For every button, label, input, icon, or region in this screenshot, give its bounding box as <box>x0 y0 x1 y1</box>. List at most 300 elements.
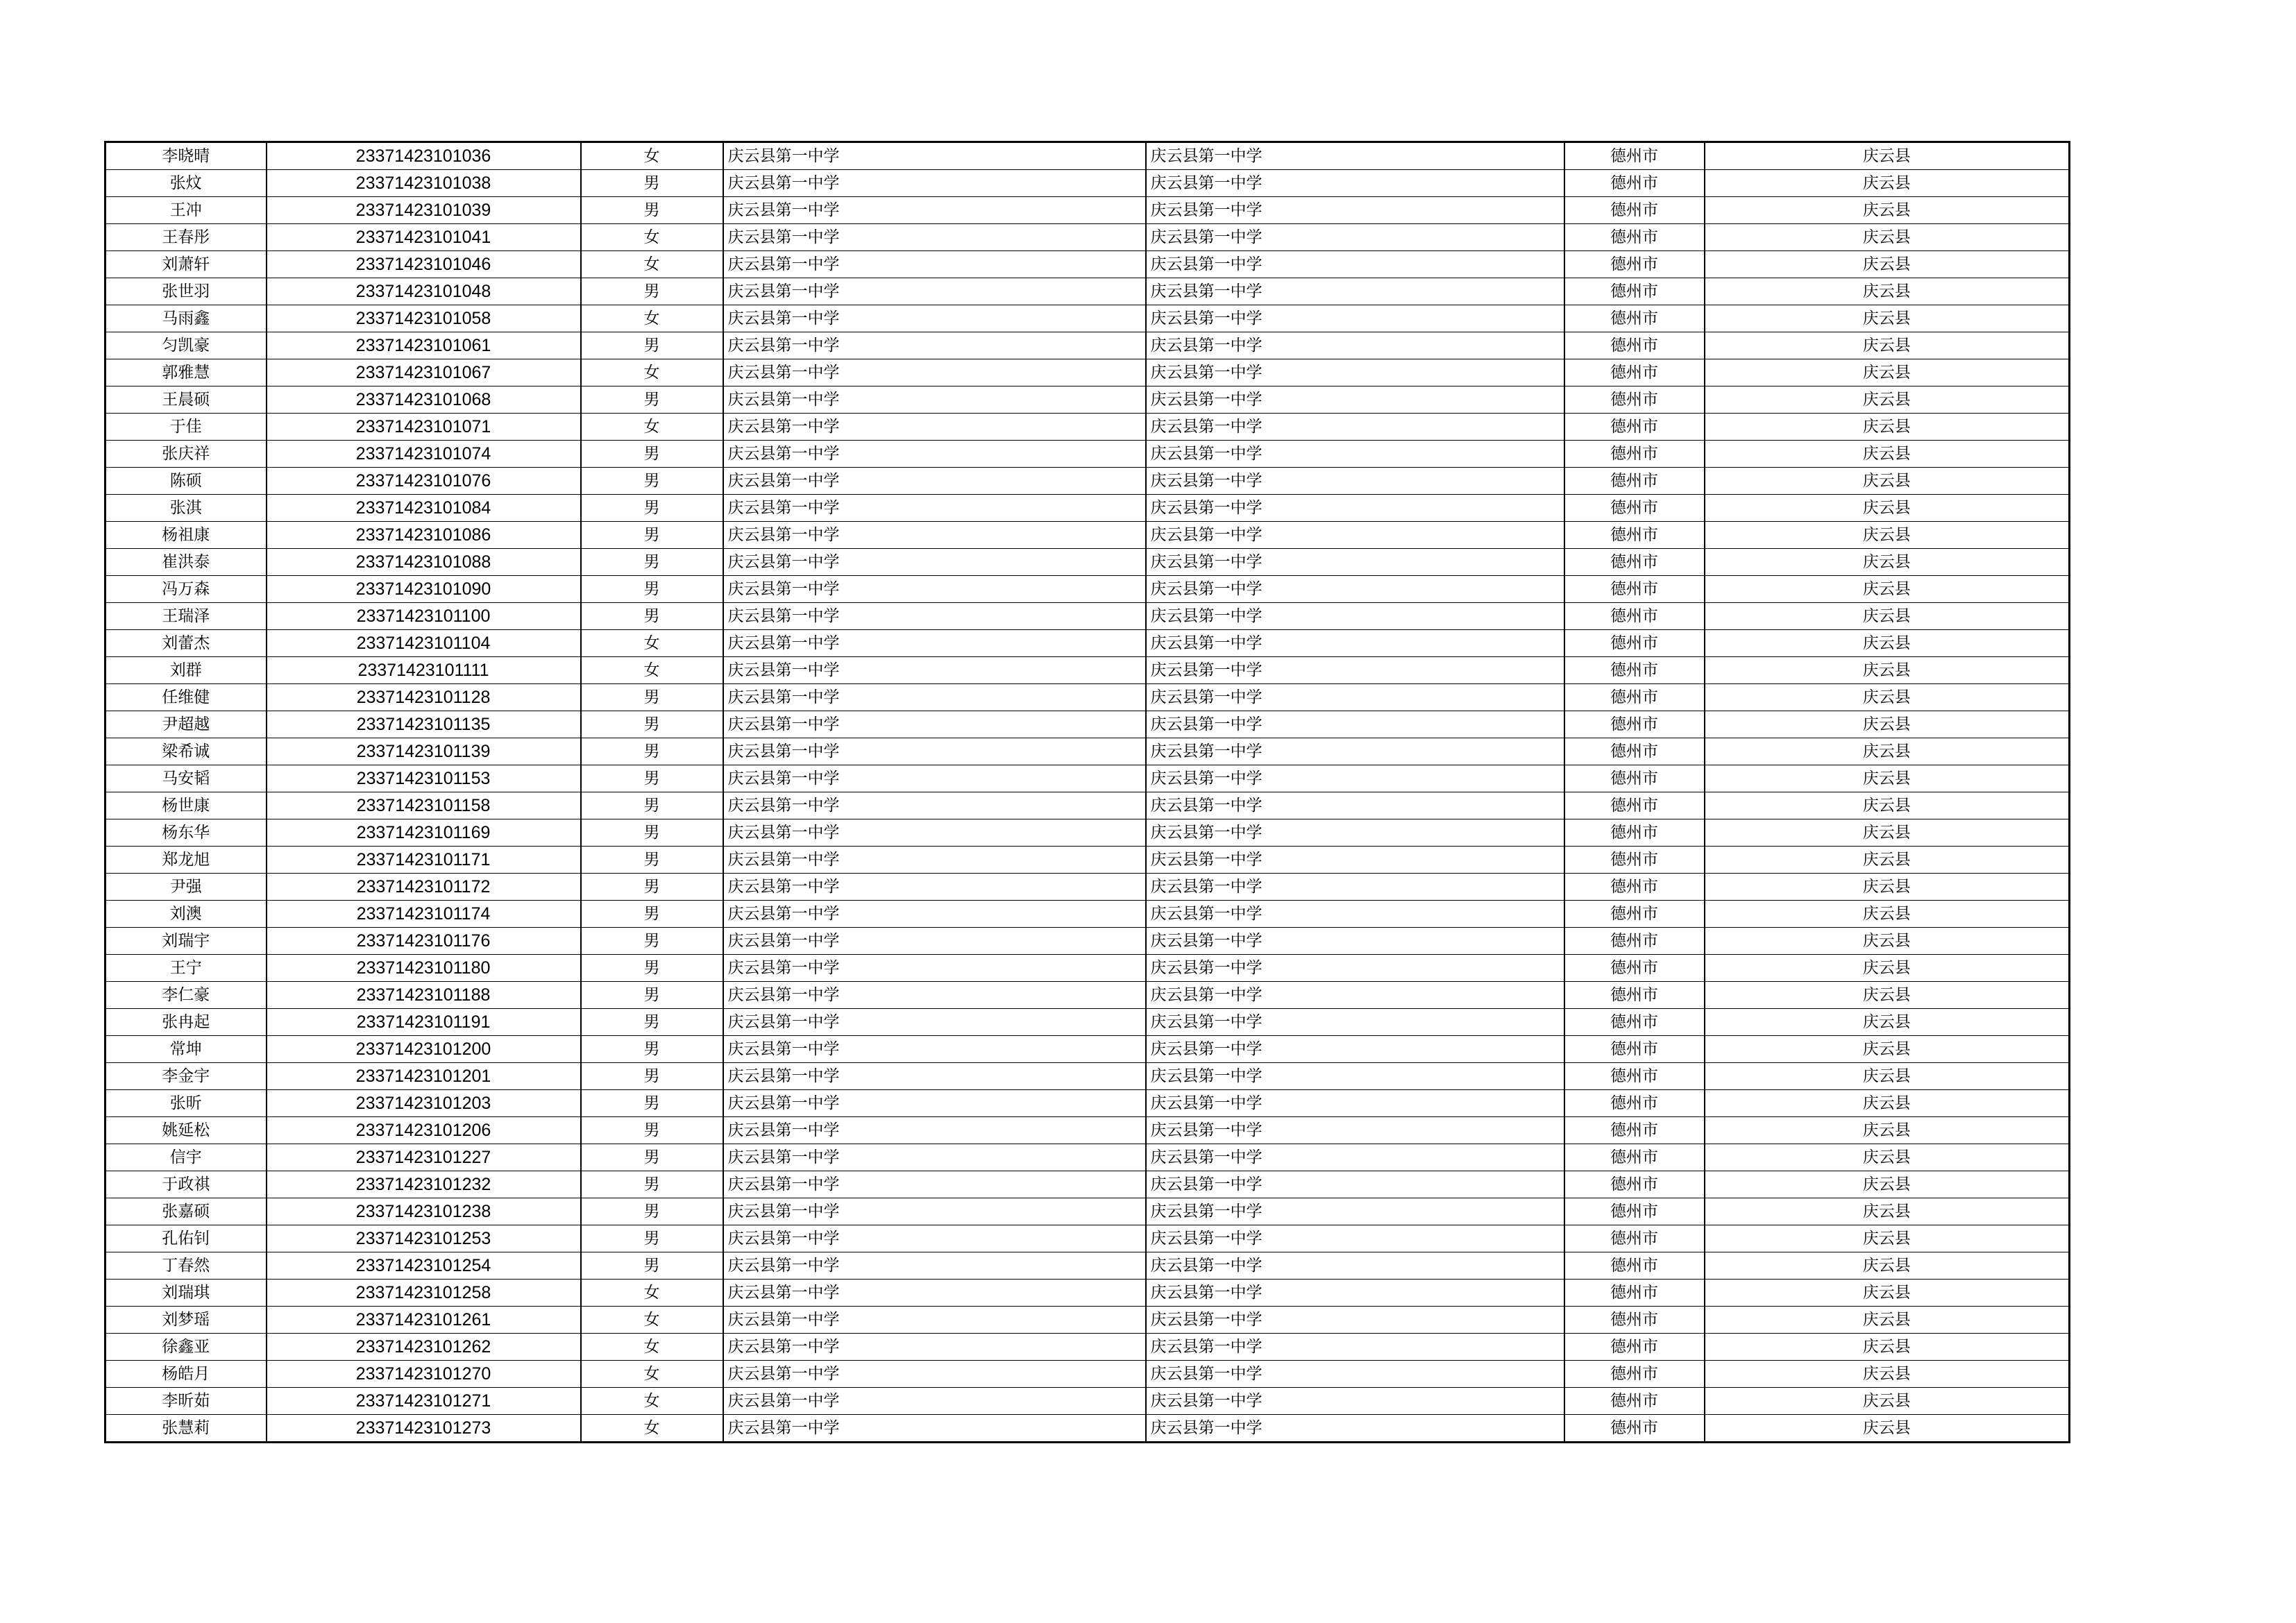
school-cell: 庆云县第一中学 <box>723 414 1146 441</box>
exam-number-cell: 23371423101104 <box>267 630 581 657</box>
school-cell: 庆云县第一中学 <box>723 522 1146 549</box>
county-cell: 庆云县 <box>1705 901 2070 928</box>
gender-cell: 男 <box>581 1144 723 1171</box>
school-cell: 庆云县第一中学 <box>723 1036 1146 1063</box>
table-row <box>105 1415 2070 1443</box>
county-cell: 庆云县 <box>1705 1280 2070 1307</box>
county-cell: 庆云县 <box>1705 332 2070 359</box>
exam-school-cell: 庆云县第一中学 <box>1146 1361 1564 1388</box>
county-cell: 庆云县 <box>1705 1252 2070 1280</box>
city-cell: 德州市 <box>1564 576 1705 603</box>
exam-number-cell: 23371423101074 <box>267 441 581 468</box>
city-cell: 德州市 <box>1564 1388 1705 1415</box>
city-cell: 德州市 <box>1564 1415 1705 1443</box>
school-cell: 庆云县第一中学 <box>723 359 1146 386</box>
student-name-cell: 李仁豪 <box>105 982 267 1009</box>
table-row <box>105 819 2070 847</box>
table-row <box>105 603 2070 630</box>
gender-cell: 女 <box>581 1388 723 1415</box>
exam-school-cell: 庆云县第一中学 <box>1146 332 1564 359</box>
exam-number-cell: 23371423101227 <box>267 1144 581 1171</box>
student-name-cell: 王晨硕 <box>105 386 267 414</box>
county-cell: 庆云县 <box>1705 1225 2070 1252</box>
exam-school-cell: 庆云县第一中学 <box>1146 684 1564 711</box>
county-cell: 庆云县 <box>1705 1117 2070 1144</box>
student-name-cell: 王春彤 <box>105 224 267 251</box>
exam-school-cell: 庆云县第一中学 <box>1146 1144 1564 1171</box>
table-row <box>105 414 2070 441</box>
city-cell: 德州市 <box>1564 847 1705 874</box>
county-cell: 庆云县 <box>1705 1388 2070 1415</box>
student-name-cell: 常坤 <box>105 1036 267 1063</box>
city-cell: 德州市 <box>1564 441 1705 468</box>
school-cell: 庆云县第一中学 <box>723 603 1146 630</box>
student-name-cell: 郑龙旭 <box>105 847 267 874</box>
school-cell: 庆云县第一中学 <box>723 657 1146 684</box>
school-cell: 庆云县第一中学 <box>723 386 1146 414</box>
gender-cell: 女 <box>581 224 723 251</box>
county-cell: 庆云县 <box>1705 1415 2070 1443</box>
county-cell: 庆云县 <box>1705 657 2070 684</box>
school-cell: 庆云县第一中学 <box>723 1252 1146 1280</box>
city-cell: 德州市 <box>1564 142 1705 170</box>
county-cell: 庆云县 <box>1705 1063 2070 1090</box>
school-cell: 庆云县第一中学 <box>723 711 1146 738</box>
exam-number-cell: 23371423101100 <box>267 603 581 630</box>
table-row <box>105 1334 2070 1361</box>
county-cell: 庆云县 <box>1705 738 2070 765</box>
exam-school-cell: 庆云县第一中学 <box>1146 1415 1564 1443</box>
student-name-cell: 尹强 <box>105 874 267 901</box>
student-name-cell: 王冲 <box>105 197 267 224</box>
student-name-cell: 李昕茹 <box>105 1388 267 1415</box>
table-row <box>105 738 2070 765</box>
county-cell: 庆云县 <box>1705 305 2070 332</box>
exam-school-cell: 庆云县第一中学 <box>1146 142 1564 170</box>
gender-cell: 女 <box>581 657 723 684</box>
exam-number-cell: 23371423101111 <box>267 657 581 684</box>
gender-cell: 女 <box>581 142 723 170</box>
city-cell: 德州市 <box>1564 1036 1705 1063</box>
city-cell: 德州市 <box>1564 1334 1705 1361</box>
exam-number-cell: 23371423101048 <box>267 278 581 305</box>
table-row <box>105 792 2070 819</box>
table-row <box>105 576 2070 603</box>
gender-cell: 男 <box>581 1198 723 1225</box>
gender-cell: 女 <box>581 1415 723 1443</box>
exam-number-cell: 23371423101171 <box>267 847 581 874</box>
gender-cell: 女 <box>581 1334 723 1361</box>
gender-cell: 男 <box>581 1036 723 1063</box>
county-cell: 庆云县 <box>1705 982 2070 1009</box>
city-cell: 德州市 <box>1564 874 1705 901</box>
city-cell: 德州市 <box>1564 1307 1705 1334</box>
county-cell: 庆云县 <box>1705 792 2070 819</box>
exam-school-cell: 庆云县第一中学 <box>1146 765 1564 792</box>
city-cell: 德州市 <box>1564 1090 1705 1117</box>
gender-cell: 男 <box>581 576 723 603</box>
city-cell: 德州市 <box>1564 1280 1705 1307</box>
student-name-cell: 孔佑钊 <box>105 1225 267 1252</box>
gender-cell: 女 <box>581 251 723 278</box>
exam-school-cell: 庆云县第一中学 <box>1146 1009 1564 1036</box>
county-cell: 庆云县 <box>1705 1171 2070 1198</box>
gender-cell: 男 <box>581 1171 723 1198</box>
student-name-cell: 杨祖康 <box>105 522 267 549</box>
gender-cell: 男 <box>581 549 723 576</box>
table-row <box>105 1252 2070 1280</box>
city-cell: 德州市 <box>1564 955 1705 982</box>
gender-cell: 男 <box>581 1117 723 1144</box>
school-cell: 庆云县第一中学 <box>723 874 1146 901</box>
student-name-cell: 李金宇 <box>105 1063 267 1090</box>
county-cell: 庆云县 <box>1705 847 2070 874</box>
student-name-cell: 刘群 <box>105 657 267 684</box>
exam-number-cell: 23371423101128 <box>267 684 581 711</box>
exam-number-cell: 23371423101041 <box>267 224 581 251</box>
school-cell: 庆云县第一中学 <box>723 170 1146 197</box>
table-row <box>105 386 2070 414</box>
exam-number-cell: 23371423101036 <box>267 142 581 170</box>
county-cell: 庆云县 <box>1705 1361 2070 1388</box>
gender-cell: 女 <box>581 1361 723 1388</box>
exam-number-cell: 23371423101206 <box>267 1117 581 1144</box>
exam-number-cell: 23371423101174 <box>267 901 581 928</box>
student-name-cell: 刘瑞宇 <box>105 928 267 955</box>
city-cell: 德州市 <box>1564 1361 1705 1388</box>
city-cell: 德州市 <box>1564 1198 1705 1225</box>
exam-number-cell: 23371423101139 <box>267 738 581 765</box>
school-cell: 庆云县第一中学 <box>723 1280 1146 1307</box>
city-cell: 德州市 <box>1564 224 1705 251</box>
exam-school-cell: 庆云县第一中学 <box>1146 576 1564 603</box>
county-cell: 庆云县 <box>1705 1009 2070 1036</box>
exam-school-cell: 庆云县第一中学 <box>1146 197 1564 224</box>
student-name-cell: 崔洪泰 <box>105 549 267 576</box>
exam-number-cell: 23371423101273 <box>267 1415 581 1443</box>
school-cell: 庆云县第一中学 <box>723 1198 1146 1225</box>
student-table <box>104 141 2070 1443</box>
student-name-cell: 张庆祥 <box>105 441 267 468</box>
county-cell: 庆云县 <box>1705 928 2070 955</box>
student-name-cell: 刘蕾杰 <box>105 630 267 657</box>
gender-cell: 女 <box>581 305 723 332</box>
school-cell: 庆云县第一中学 <box>723 819 1146 847</box>
table-row <box>105 1198 2070 1225</box>
table-row <box>105 1280 2070 1307</box>
student-name-cell: 于政祺 <box>105 1171 267 1198</box>
table-row <box>105 901 2070 928</box>
student-name-cell: 姚延松 <box>105 1117 267 1144</box>
table-row <box>105 765 2070 792</box>
school-cell: 庆云县第一中学 <box>723 495 1146 522</box>
school-cell: 庆云县第一中学 <box>723 468 1146 495</box>
gender-cell: 男 <box>581 792 723 819</box>
exam-number-cell: 23371423101188 <box>267 982 581 1009</box>
exam-school-cell: 庆云县第一中学 <box>1146 359 1564 386</box>
school-cell: 庆云县第一中学 <box>723 197 1146 224</box>
school-cell: 庆云县第一中学 <box>723 1388 1146 1415</box>
city-cell: 德州市 <box>1564 792 1705 819</box>
school-cell: 庆云县第一中学 <box>723 224 1146 251</box>
school-cell: 庆云县第一中学 <box>723 630 1146 657</box>
student-name-cell: 刘澳 <box>105 901 267 928</box>
student-name-cell: 刘梦瑶 <box>105 1307 267 1334</box>
school-cell: 庆云县第一中学 <box>723 549 1146 576</box>
city-cell: 德州市 <box>1564 901 1705 928</box>
table-row <box>105 170 2070 197</box>
student-name-cell: 梁希诚 <box>105 738 267 765</box>
exam-school-cell: 庆云县第一中学 <box>1146 1036 1564 1063</box>
county-cell: 庆云县 <box>1705 603 2070 630</box>
exam-school-cell: 庆云县第一中学 <box>1146 1117 1564 1144</box>
exam-school-cell: 庆云县第一中学 <box>1146 847 1564 874</box>
student-name-cell: 郭雅慧 <box>105 359 267 386</box>
exam-number-cell: 23371423101038 <box>267 170 581 197</box>
county-cell: 庆云县 <box>1705 142 2070 170</box>
gender-cell: 男 <box>581 711 723 738</box>
student-name-cell: 尹超越 <box>105 711 267 738</box>
exam-school-cell: 庆云县第一中学 <box>1146 495 1564 522</box>
city-cell: 德州市 <box>1564 332 1705 359</box>
city-cell: 德州市 <box>1564 711 1705 738</box>
school-cell: 庆云县第一中学 <box>723 765 1146 792</box>
school-cell: 庆云县第一中学 <box>723 1117 1146 1144</box>
city-cell: 德州市 <box>1564 170 1705 197</box>
student-name-cell: 张炆 <box>105 170 267 197</box>
table-row <box>105 874 2070 901</box>
gender-cell: 男 <box>581 332 723 359</box>
table-row <box>105 1171 2070 1198</box>
county-cell: 庆云县 <box>1705 522 2070 549</box>
county-cell: 庆云县 <box>1705 495 2070 522</box>
city-cell: 德州市 <box>1564 549 1705 576</box>
exam-number-cell: 23371423101090 <box>267 576 581 603</box>
gender-cell: 男 <box>581 684 723 711</box>
county-cell: 庆云县 <box>1705 1334 2070 1361</box>
city-cell: 德州市 <box>1564 928 1705 955</box>
city-cell: 德州市 <box>1564 468 1705 495</box>
student-name-cell: 刘瑞琪 <box>105 1280 267 1307</box>
student-name-cell: 丁春然 <box>105 1252 267 1280</box>
county-cell: 庆云县 <box>1705 765 2070 792</box>
student-name-cell: 张世羽 <box>105 278 267 305</box>
exam-number-cell: 23371423101084 <box>267 495 581 522</box>
gender-cell: 男 <box>581 955 723 982</box>
school-cell: 庆云县第一中学 <box>723 928 1146 955</box>
county-cell: 庆云县 <box>1705 468 2070 495</box>
table-body <box>105 142 2070 1443</box>
city-cell: 德州市 <box>1564 657 1705 684</box>
student-name-cell: 匀凯豪 <box>105 332 267 359</box>
student-name-cell: 冯万森 <box>105 576 267 603</box>
student-name-cell: 杨皓月 <box>105 1361 267 1388</box>
school-cell: 庆云县第一中学 <box>723 1090 1146 1117</box>
county-cell: 庆云县 <box>1705 224 2070 251</box>
exam-number-cell: 23371423101203 <box>267 1090 581 1117</box>
table-row <box>105 1009 2070 1036</box>
exam-number-cell: 23371423101270 <box>267 1361 581 1388</box>
city-cell: 德州市 <box>1564 1063 1705 1090</box>
school-cell: 庆云县第一中学 <box>723 1307 1146 1334</box>
exam-school-cell: 庆云县第一中学 <box>1146 657 1564 684</box>
county-cell: 庆云县 <box>1705 630 2070 657</box>
school-cell: 庆云县第一中学 <box>723 684 1146 711</box>
gender-cell: 男 <box>581 278 723 305</box>
student-name-cell: 李晓晴 <box>105 142 267 170</box>
table-row <box>105 630 2070 657</box>
table-row <box>105 1117 2070 1144</box>
city-cell: 德州市 <box>1564 251 1705 278</box>
student-name-cell: 张昕 <box>105 1090 267 1117</box>
table-row <box>105 684 2070 711</box>
gender-cell: 男 <box>581 765 723 792</box>
exam-school-cell: 庆云县第一中学 <box>1146 1307 1564 1334</box>
exam-number-cell: 23371423101067 <box>267 359 581 386</box>
exam-number-cell: 23371423101254 <box>267 1252 581 1280</box>
city-cell: 德州市 <box>1564 1117 1705 1144</box>
table-row <box>105 441 2070 468</box>
county-cell: 庆云县 <box>1705 170 2070 197</box>
exam-number-cell: 23371423101258 <box>267 1280 581 1307</box>
county-cell: 庆云县 <box>1705 197 2070 224</box>
table-row <box>105 847 2070 874</box>
exam-number-cell: 23371423101200 <box>267 1036 581 1063</box>
gender-cell: 男 <box>581 901 723 928</box>
student-name-cell: 张慧莉 <box>105 1415 267 1443</box>
table-row <box>105 982 2070 1009</box>
gender-cell: 男 <box>581 1063 723 1090</box>
exam-school-cell: 庆云县第一中学 <box>1146 224 1564 251</box>
city-cell: 德州市 <box>1564 819 1705 847</box>
gender-cell: 男 <box>581 468 723 495</box>
table-row <box>105 955 2070 982</box>
table-row <box>105 657 2070 684</box>
city-cell: 德州市 <box>1564 603 1705 630</box>
gender-cell: 男 <box>581 386 723 414</box>
table-row <box>105 1361 2070 1388</box>
county-cell: 庆云县 <box>1705 819 2070 847</box>
exam-number-cell: 23371423101039 <box>267 197 581 224</box>
exam-number-cell: 23371423101061 <box>267 332 581 359</box>
exam-school-cell: 庆云县第一中学 <box>1146 1063 1564 1090</box>
gender-cell: 男 <box>581 441 723 468</box>
table-row <box>105 495 2070 522</box>
exam-school-cell: 庆云县第一中学 <box>1146 630 1564 657</box>
exam-school-cell: 庆云县第一中学 <box>1146 522 1564 549</box>
exam-school-cell: 庆云县第一中学 <box>1146 1388 1564 1415</box>
exam-school-cell: 庆云县第一中学 <box>1146 468 1564 495</box>
exam-school-cell: 庆云县第一中学 <box>1146 955 1564 982</box>
county-cell: 庆云县 <box>1705 441 2070 468</box>
exam-school-cell: 庆云县第一中学 <box>1146 874 1564 901</box>
exam-number-cell: 23371423101046 <box>267 251 581 278</box>
gender-cell: 男 <box>581 170 723 197</box>
exam-school-cell: 庆云县第一中学 <box>1146 792 1564 819</box>
exam-school-cell: 庆云县第一中学 <box>1146 549 1564 576</box>
county-cell: 庆云县 <box>1705 1036 2070 1063</box>
exam-number-cell: 23371423101191 <box>267 1009 581 1036</box>
school-cell: 庆云县第一中学 <box>723 1009 1146 1036</box>
table-row <box>105 197 2070 224</box>
county-cell: 庆云县 <box>1705 278 2070 305</box>
school-cell: 庆云县第一中学 <box>723 738 1146 765</box>
exam-school-cell: 庆云县第一中学 <box>1146 1198 1564 1225</box>
county-cell: 庆云县 <box>1705 874 2070 901</box>
exam-school-cell: 庆云县第一中学 <box>1146 901 1564 928</box>
county-cell: 庆云县 <box>1705 711 2070 738</box>
student-name-cell: 张嘉硕 <box>105 1198 267 1225</box>
student-name-cell: 任维健 <box>105 684 267 711</box>
exam-school-cell: 庆云县第一中学 <box>1146 928 1564 955</box>
county-cell: 庆云县 <box>1705 386 2070 414</box>
student-name-cell: 马安韬 <box>105 765 267 792</box>
school-cell: 庆云县第一中学 <box>723 1063 1146 1090</box>
exam-school-cell: 庆云县第一中学 <box>1146 1334 1564 1361</box>
school-cell: 庆云县第一中学 <box>723 955 1146 982</box>
exam-number-cell: 23371423101271 <box>267 1388 581 1415</box>
table-row <box>105 332 2070 359</box>
student-name-cell: 信宇 <box>105 1144 267 1171</box>
gender-cell: 男 <box>581 738 723 765</box>
school-cell: 庆云县第一中学 <box>723 792 1146 819</box>
table-row <box>105 928 2070 955</box>
student-name-cell: 张冉起 <box>105 1009 267 1036</box>
exam-number-cell: 23371423101201 <box>267 1063 581 1090</box>
exam-school-cell: 庆云县第一中学 <box>1146 738 1564 765</box>
gender-cell: 男 <box>581 1252 723 1280</box>
exam-number-cell: 23371423101135 <box>267 711 581 738</box>
table-row <box>105 251 2070 278</box>
gender-cell: 男 <box>581 982 723 1009</box>
school-cell: 庆云县第一中学 <box>723 1171 1146 1198</box>
city-cell: 德州市 <box>1564 197 1705 224</box>
exam-school-cell: 庆云县第一中学 <box>1146 603 1564 630</box>
exam-number-cell: 23371423101153 <box>267 765 581 792</box>
gender-cell: 男 <box>581 928 723 955</box>
school-cell: 庆云县第一中学 <box>723 278 1146 305</box>
exam-number-cell: 23371423101261 <box>267 1307 581 1334</box>
city-cell: 德州市 <box>1564 359 1705 386</box>
city-cell: 德州市 <box>1564 305 1705 332</box>
city-cell: 德州市 <box>1564 1252 1705 1280</box>
school-cell: 庆云县第一中学 <box>723 251 1146 278</box>
city-cell: 德州市 <box>1564 522 1705 549</box>
exam-school-cell: 庆云县第一中学 <box>1146 170 1564 197</box>
county-cell: 庆云县 <box>1705 414 2070 441</box>
gender-cell: 男 <box>581 1225 723 1252</box>
table-row <box>105 468 2070 495</box>
gender-cell: 男 <box>581 1009 723 1036</box>
table-row <box>105 359 2070 386</box>
exam-school-cell: 庆云县第一中学 <box>1146 386 1564 414</box>
student-name-cell: 杨世康 <box>105 792 267 819</box>
city-cell: 德州市 <box>1564 1009 1705 1036</box>
city-cell: 德州市 <box>1564 278 1705 305</box>
exam-number-cell: 23371423101232 <box>267 1171 581 1198</box>
student-name-cell: 于佳 <box>105 414 267 441</box>
gender-cell: 女 <box>581 630 723 657</box>
exam-school-cell: 庆云县第一中学 <box>1146 1225 1564 1252</box>
county-cell: 庆云县 <box>1705 684 2070 711</box>
gender-cell: 女 <box>581 359 723 386</box>
gender-cell: 男 <box>581 819 723 847</box>
exam-school-cell: 庆云县第一中学 <box>1146 819 1564 847</box>
student-name-cell: 陈硕 <box>105 468 267 495</box>
student-name-cell: 王瑞泽 <box>105 603 267 630</box>
exam-school-cell: 庆云县第一中学 <box>1146 1171 1564 1198</box>
exam-number-cell: 23371423101176 <box>267 928 581 955</box>
